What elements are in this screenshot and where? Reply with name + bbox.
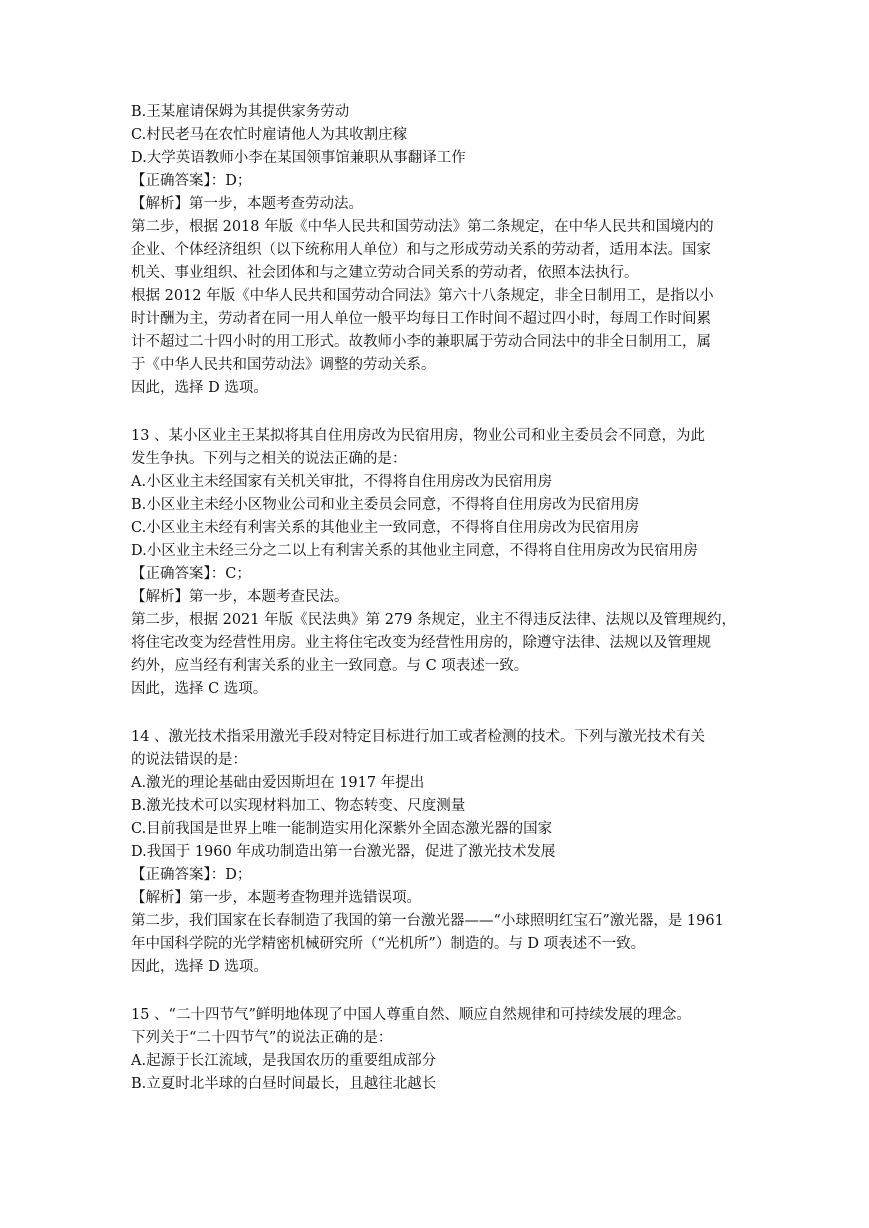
correct-answer: 【正确答案】：D； bbox=[131, 867, 252, 883]
question-stem: 13 、某小区业主王某拟将其自住用房改为民宿用房，物业公司和业主委员会不同意，为此 bbox=[131, 428, 706, 444]
option-c: C.小区业主未经有利害关系的其他业主一致同意，不得将自住用房改为民宿用房 bbox=[131, 520, 640, 536]
option-d: D.小区业主未经三分之二以上有利害关系的其他业主同意，不得将自住用房改为民宿用房 bbox=[131, 543, 698, 559]
option-c: C.村民老马在农忙时雇请他人为其收割庄稼 bbox=[131, 127, 408, 143]
analysis-line: 【解析】第一步，本题考查物理并选错误项。 bbox=[131, 890, 421, 906]
option-a: A.小区业主未经国家有关机关审批，不得将自住用房改为民宿用房 bbox=[131, 474, 553, 490]
analysis-line: 第二步，根据 2021 年版《民法典》第 279 条规定，业主不得违反法律、法规以及管理规约， bbox=[131, 612, 737, 628]
question-stem: 15 、“二十四节气”鲜明地体现了中国人尊重自然、顺应自然规律和可持续发展的理念。 bbox=[131, 1007, 691, 1023]
analysis-line: 计不超过二十四小时的用工形式。故教师小李的兼职属于劳动合同法中的非全日制用工，属 bbox=[131, 334, 711, 350]
spacer bbox=[131, 979, 741, 1004]
spacer bbox=[131, 400, 741, 425]
analysis-line: 时计酬为主，劳动者在同一用人单位一般平均每日工作时间不超过四小时，每周工作时间累 bbox=[131, 311, 711, 327]
option-a: A.起源于长江流域，是我国农历的重要组成部分 bbox=[131, 1053, 437, 1069]
document-content bbox=[131, 101, 741, 1096]
option-d: D.我国于 1960 年成功制造出第一台激光器，促进了激光技术发展 bbox=[131, 844, 556, 860]
correct-answer: 【正确答案】：D； bbox=[131, 173, 252, 189]
option-b: B.小区业主未经小区物业公司和业主委员会同意，不得将自住用房改为民宿用房 bbox=[131, 497, 640, 513]
analysis-line: 因此，选择 D 选项。 bbox=[131, 959, 268, 975]
correct-answer: 【正确答案】：C； bbox=[131, 566, 251, 582]
option-b: B.立夏时北半球的白昼时间最长，且越往北越长 bbox=[131, 1076, 437, 1092]
analysis-line: 因此，选择 D 选项。 bbox=[131, 380, 268, 396]
analysis-line: 于《中华人民共和国劳动法》调整的劳动关系。 bbox=[131, 357, 436, 373]
spacer bbox=[131, 701, 741, 726]
analysis-line: 年中国科学院的光学精密机械研究所（“光机所”）制造的。与 D 项表述不一致。 bbox=[131, 936, 646, 952]
analysis-line: 【解析】第一步，本题考查劳动法。 bbox=[131, 196, 363, 212]
analysis-line: 企业、个体经济组织（以下统称用人单位）和与之形成劳动关系的劳动者，适用本法。国家 bbox=[131, 242, 711, 258]
question-stem: 发生争执。下列与之相关的说法正确的是： bbox=[131, 451, 407, 467]
analysis-line: 根据 2012 年版《中华人民共和国劳动合同法》第六十八条规定，非全日制用工，是指以小 bbox=[131, 288, 714, 304]
analysis-line: 因此，选择 C 选项。 bbox=[131, 681, 268, 697]
option-c: C.目前我国是世界上唯一能制造实用化深紫外全固态激光器的国家 bbox=[131, 821, 553, 837]
analysis-line: 约外，应当经有利害关系的业主一致同意。与 C 项表述一致。 bbox=[131, 658, 529, 674]
question-12-tail bbox=[131, 101, 741, 400]
question-stem: 14 、激光技术指采用激光手段对特定目标进行加工或者检测的技术。下列与激光技术有关 bbox=[131, 729, 706, 745]
option-b: B.激光技术可以实现材料加工、物态转变、尺度测量 bbox=[131, 798, 466, 814]
analysis-line: 第二步，我们国家在长春制造了我国的第一台激光器——“小球照明红宝石”激光器，是 1961 bbox=[131, 913, 724, 929]
option-b: B.王某雇请保姆为其提供家务劳动 bbox=[131, 104, 350, 120]
analysis-line: 【解析】第一步，本题考查民法。 bbox=[131, 589, 349, 605]
question-stem: 下列关于“二十四节气”的说法正确的是： bbox=[131, 1030, 393, 1046]
option-d: D.大学英语教师小李在某国领事馆兼职从事翻译工作 bbox=[131, 150, 466, 166]
question-13 bbox=[131, 425, 741, 701]
analysis-line: 机关、事业组织、社会团体和与之建立劳动合同关系的劳动者，依照本法执行。 bbox=[131, 265, 639, 281]
question-stem: 的说法错误的是： bbox=[131, 752, 247, 768]
option-a: A.激光的理论基础由爱因斯坦在 1917 年提出 bbox=[131, 775, 425, 791]
question-14 bbox=[131, 726, 741, 979]
analysis-line: 将住宅改变为经营性用房。业主将住宅改变为经营性用房的，除遵守法律、法规以及管理规 bbox=[131, 635, 711, 651]
analysis-line: 第二步，根据 2018 年版《中华人民共和国劳动法》第二条规定，在中华人民共和国境内的 bbox=[131, 219, 714, 235]
question-15 bbox=[131, 1004, 741, 1096]
